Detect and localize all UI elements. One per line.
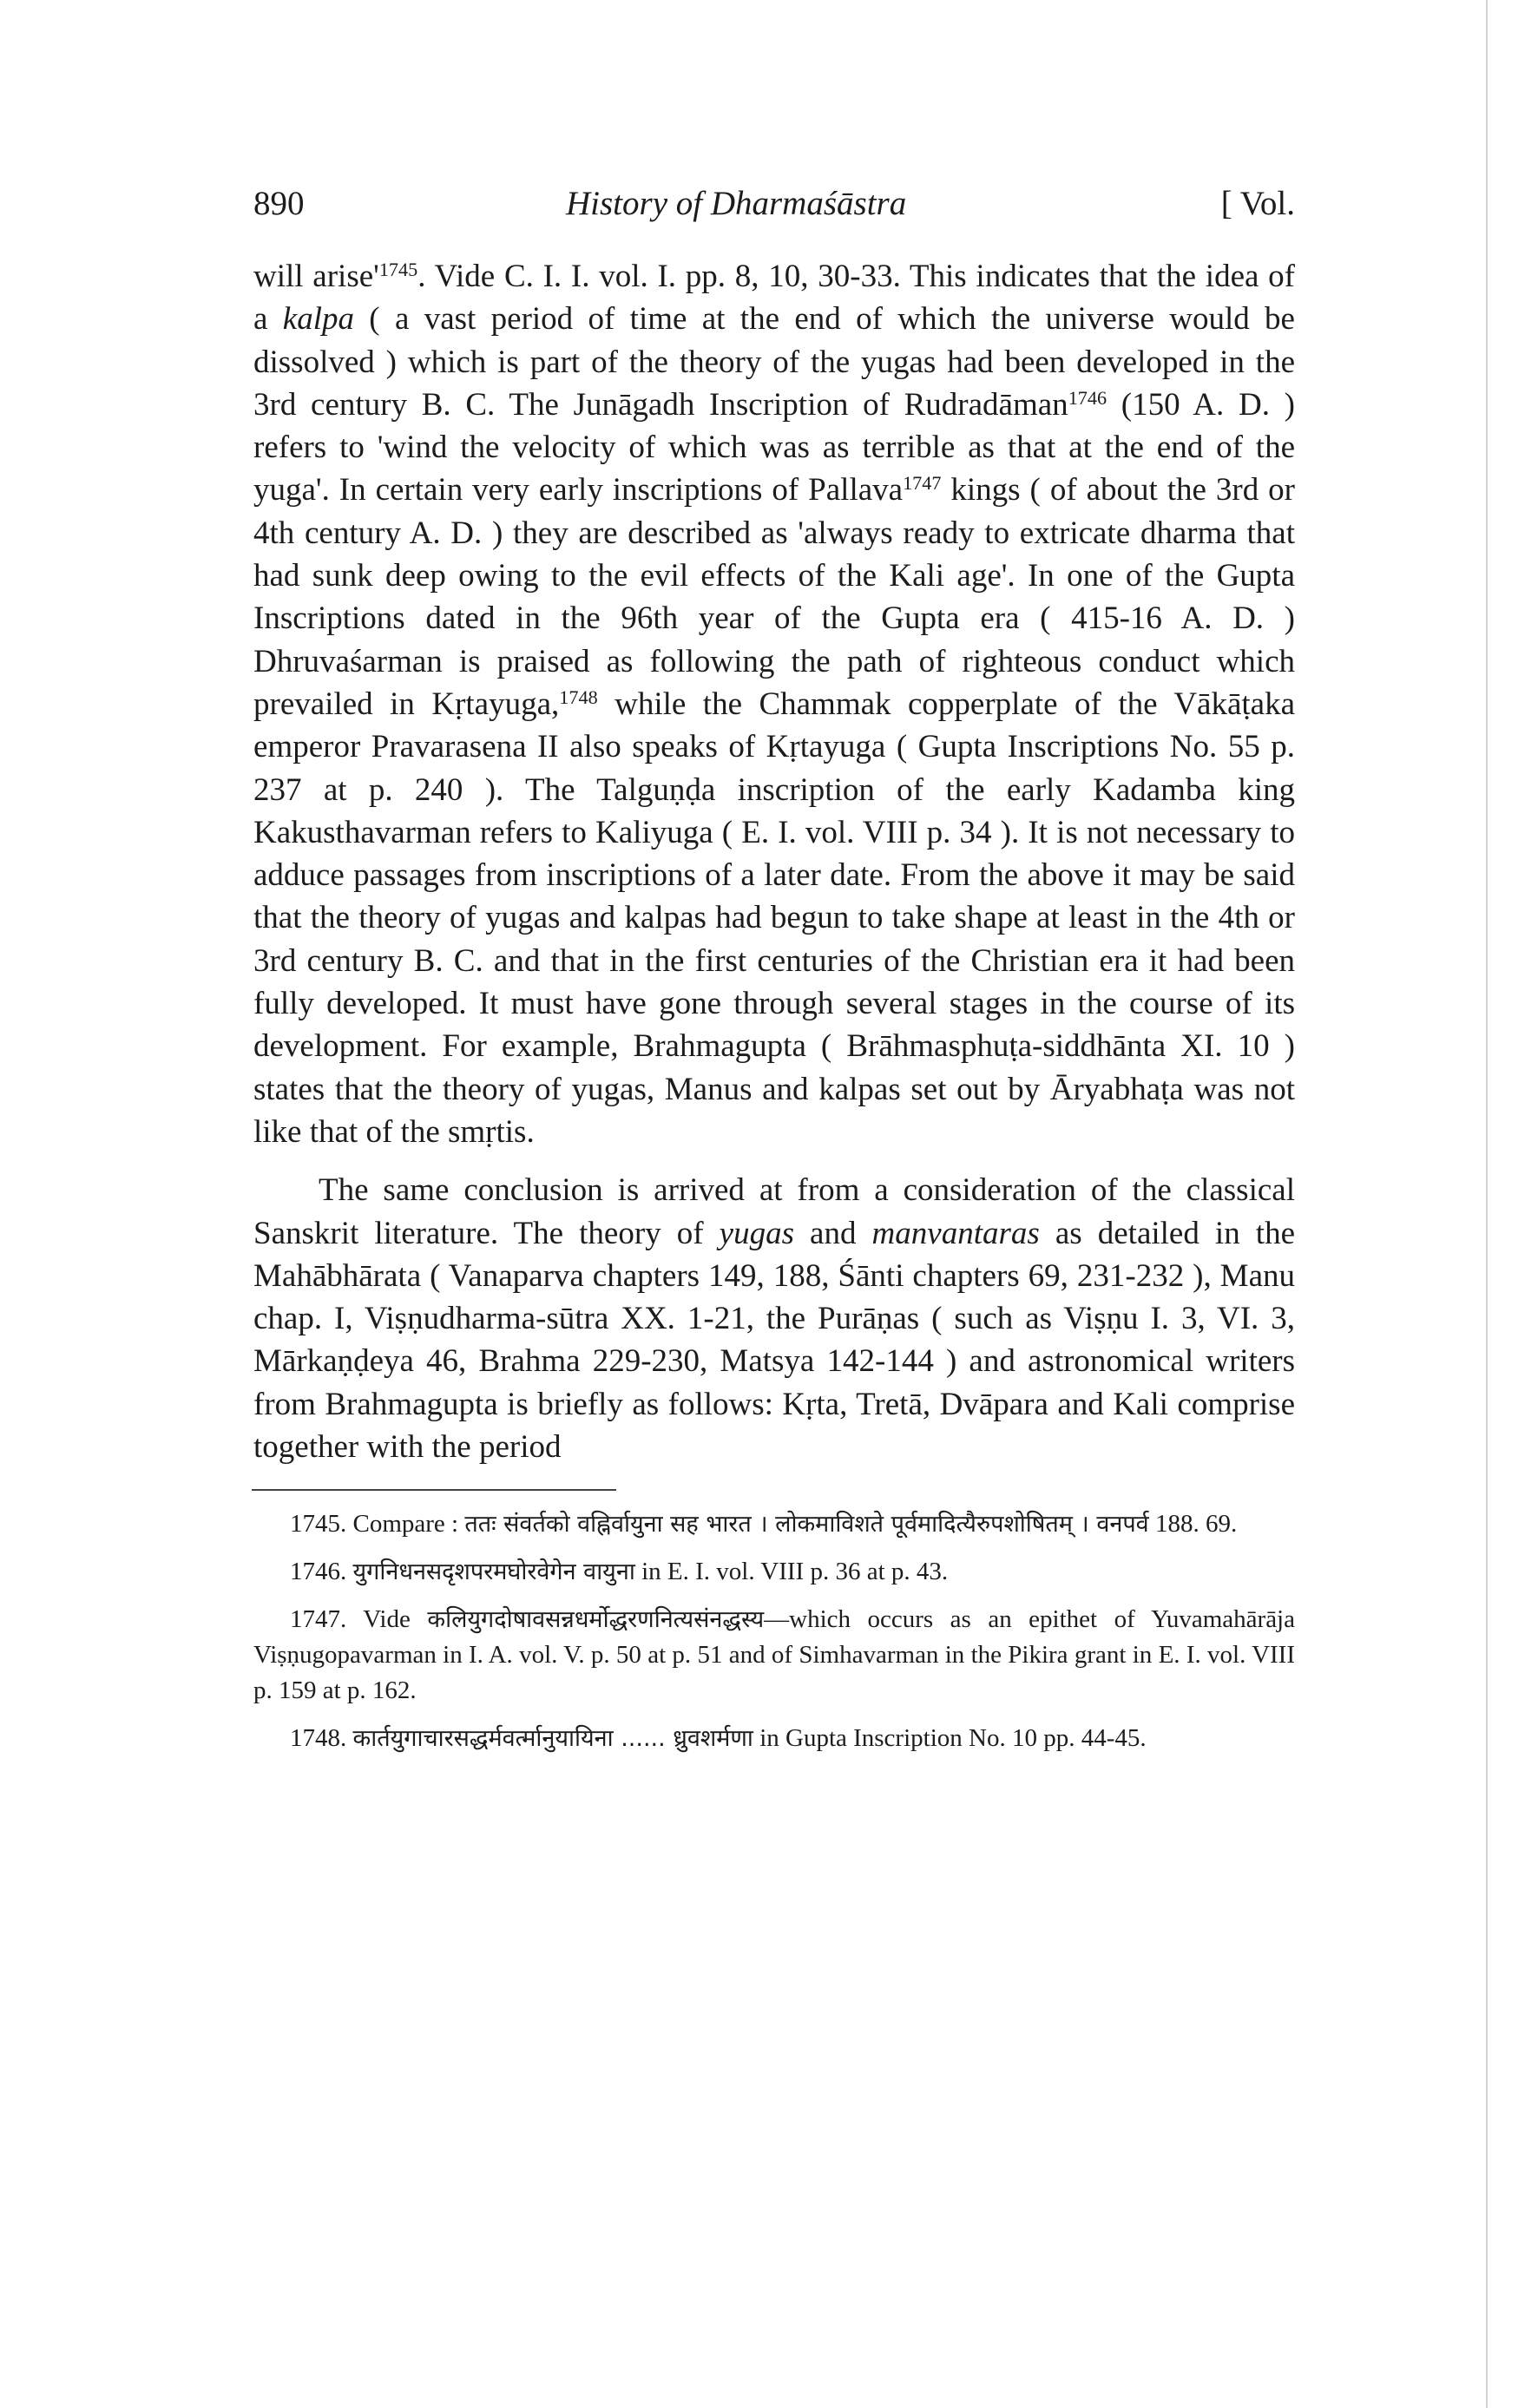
devanagari-quote: कलियुगदोषावसन्नधर्मोद्धरणनित्यसंनद्धस्य (427, 1606, 765, 1633)
footnote-ref-1747: 1747 (903, 472, 942, 495)
text-run: and (793, 1215, 872, 1251)
text-run: (150 A. D. ) refers to 'wind the velocity of which was as terrible as that at the end of the yuga'. In certain very early inscriptions of Pallava (253, 386, 1295, 509)
footnote-1747 (253, 1602, 1295, 1709)
text-run: kings ( of about the 3rd or 4th century A. D. ) they are described as 'always ready to extricate dharma that had sunk deep owing to the evil effects of the Kali age'. In one of the Gupta Inscriptions dated in the 96th year of the Gupta era ( 415-16 A. D. ) Dhruvaśarman is praised as following the path of righteous conduct which prevailed in Kṛtayuga, (253, 472, 1296, 722)
paragraph-2 (253, 1169, 1295, 1468)
footnote-divider (252, 1489, 616, 1491)
footnote-text: Vide (363, 1605, 411, 1633)
devanagari-quote: युगनिधनसदृशपरमघोरवेगेन वायुना (352, 1558, 635, 1585)
footnote-1746 (253, 1554, 1295, 1590)
footnote-text: Compare : (352, 1510, 459, 1538)
text-run: as detailed in the Mahābhārata ( Vanaparva chapters 149, 188, Śānti chapters 69, 231-232 ), Manu chap. I, Viṣṇudharma-sūtra XX. 1-21, the Purāṇas ( such as Viṣṇu I. 3, VI. 3, Mārkaṇḍeya 46, Brahma 229-230, Matsya 142-144 ) and astronomical writers from Brahmagupta is briefly as follows: Kṛta, Tretā, Dvāpara and Kali comprise together with the period (253, 1215, 1295, 1466)
footnote-ref-1745: 1745 (378, 258, 418, 280)
page-number: 890 (253, 185, 305, 222)
footnote-number: 1748. (290, 1724, 347, 1752)
footnote-number: 1747. (290, 1605, 347, 1633)
italic-term: yugas (719, 1215, 794, 1251)
footnote-text: —which occurs as an epithet of Yuvamahārāja Viṣṇugopavarman in I. A. vol. V. p. 50 at p. 51 and of Simhavarman in the Pikira grant in E. I. vol. VIII p. 159 at p. 162. (253, 1605, 1295, 1704)
text-run: The same conclusion is arrived at from a consideration of the classical Sanskrit literature. The theory of (253, 1172, 1295, 1251)
footnote-ref-1748: 1748 (559, 686, 598, 708)
footnote-number: 1745. (290, 1510, 347, 1538)
footnote-text: in Gupta Inscription No. 10 pp. 44-45. (759, 1724, 1147, 1752)
text-run: . Vide C. I. I. vol. I. pp. 8, 10, 30-33. This indicates that the idea of a (253, 259, 1295, 338)
main-text (253, 255, 1295, 1468)
paragraph-1 (253, 255, 1295, 1153)
italic-term: manvantaras (871, 1215, 1040, 1251)
footnote-1748 (253, 1721, 1295, 1756)
text-run: while the Chammak copperplate of the Vākāṭaka emperor Pravarasena II also speaks of Kṛtayuga ( Gupta Inscriptions No. 55 p. 237 at p. 240 ). The Talguṇḍa inscription of the early Kadamba king Kakusthavarman refers to Kaliyuga ( E. I. vol. VIII p. 34 ). It is not necessary to adduce passages from inscriptions of a later date. From the above it may be said that the theory of yugas and kalpas had begun to take shape at least in the 4th or 3rd century B. C. and that in the first centuries of the Christian era it had been fully developed. It must have gone through several stages in the course of its development. For example, Brahmagupta ( Brāhmasphuṭa-siddhānta XI. 10 ) states that the theory of yugas, Manus and kalpas set out by Āryabhaṭa was not like that of the smṛtis. (253, 686, 1296, 1150)
footnote-number: 1746. (290, 1558, 347, 1585)
text-run: ( a vast period of time at the end of which the universe would be dissolved ) which is part of the theory of the yugas had been developed in the 3rd century B. C. The Junāgadh Inscription of Rudradāman (253, 301, 1295, 423)
running-title: History of Dharmaśāstra (566, 185, 907, 222)
scan-gutter-line (1486, 0, 1488, 2408)
volume-marker: [ Vol. (1220, 185, 1295, 222)
footnote-1745 (253, 1506, 1295, 1542)
page-header (253, 184, 1295, 236)
devanagari-quote: कार्तयुगाचारसद्धर्मवर्त्मानुयायिना ...... ध्रुवशर्मणा (352, 1725, 753, 1752)
devanagari-quote: ततः संवर्तको वह्निर्वायुना सह भारत । लोकमाविशते पूर्वमादित्यैरुपशोषितम् । वनपर्व (464, 1511, 1149, 1538)
footnote-text: in E. I. vol. VIII p. 36 at p. 43. (641, 1558, 949, 1585)
footnotes (253, 1506, 1295, 1768)
text-run: will arise' (253, 259, 379, 294)
italic-term: kalpa (282, 301, 354, 338)
footnote-ref-1746: 1746 (1068, 386, 1107, 409)
footnote-text: 188. 69. (1154, 1510, 1238, 1538)
